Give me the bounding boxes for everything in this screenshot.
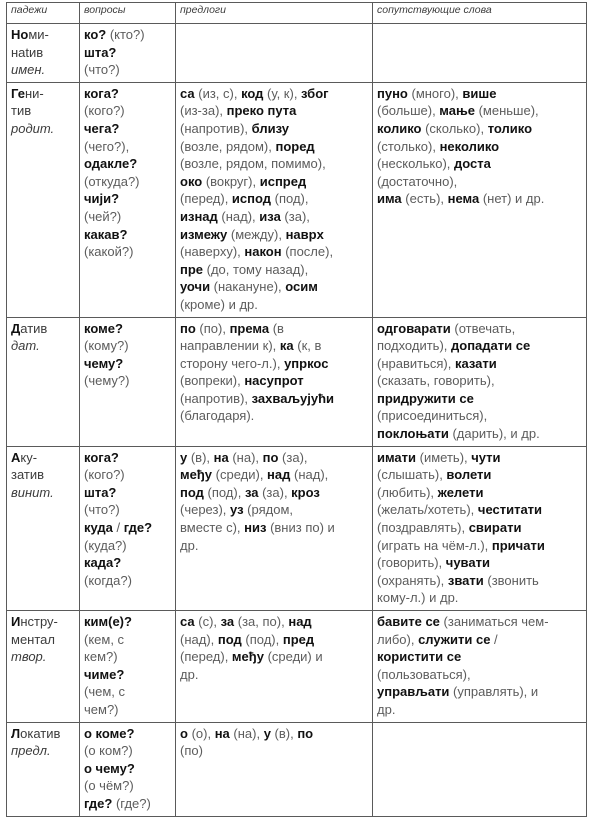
header-words: сопутствующие слова [373,3,587,24]
term-gloss: (вниз по) и [266,520,335,536]
term-gloss: (слышать), [377,467,447,483]
term-gloss: (перед), [180,649,232,665]
term-bold: чега? [84,120,120,136]
header-prepositions: предлоги [176,3,373,24]
questions-cell [80,446,176,610]
term-gloss: (по), [195,320,230,336]
term-bold: у [263,725,271,741]
term-bold: изнад [180,208,218,224]
term-gloss: (вокруг), [202,173,260,189]
term-bold: преко пута [226,103,297,119]
term-bold: имати [377,449,417,465]
term-bold: чути [471,449,501,465]
term-bold: захваљујући [251,390,335,406]
case-initial: Л [11,725,21,741]
term-gloss: (что?) [84,502,120,518]
case-cell [7,82,80,317]
questions-cell [80,611,176,723]
term-bold: има [377,191,402,207]
prepositions-cell [176,317,373,446]
term-gloss: (столько), [377,138,440,154]
term-gloss: либо), [377,631,419,647]
term-gloss: (накануне), [210,279,286,295]
term-gloss: (через), [180,502,231,518]
term-gloss: (чей?) [84,208,122,224]
term-bold: управљати [377,684,450,700]
term-bold: насупрот [244,373,304,389]
term-bold: због [301,85,329,101]
term-gloss: (говорить), [377,555,446,571]
term-bold: кога? [84,449,119,465]
case-cell [7,24,80,83]
term-gloss: (наверху), [180,244,245,260]
case-abbr: дат. [11,338,40,354]
term-gloss: (на), [229,725,264,741]
words-cell [373,317,587,446]
case-name-part: атив [20,320,48,336]
term-bold: честитати [477,502,543,518]
term-gloss: (дарить), и др. [448,426,540,442]
term-gloss: (возле, рядом), [180,138,276,154]
questions-cell [80,24,176,83]
term-gloss: (кроме) и др. [180,296,258,312]
table-row [7,317,587,446]
case-initial: А [11,449,21,465]
term-gloss: (чего?), [84,138,130,154]
term-bold: причати [491,537,545,553]
term-bold: под [217,631,242,647]
case-initial: Но [11,27,29,42]
table-row [7,24,587,83]
term-bold: одакле? [84,156,138,172]
case-initial: Ге [11,85,25,101]
words-cell [373,24,587,83]
term-gloss: (где?) [112,795,151,811]
term-gloss: (за), [280,208,310,224]
term-gloss: (нет) и др. [479,191,545,207]
term-bold: волети [446,467,492,483]
term-gloss: (на), [228,449,263,465]
term-gloss: (о), [187,725,215,741]
term-bold: међу [180,467,213,483]
questions-cell [80,317,176,446]
term-gloss: (кто?) [106,27,145,42]
term-gloss: (какой?) [84,244,134,260]
term-bold: са [180,85,195,101]
term-gloss: сторону чего-л.), [180,355,285,371]
term-bold: користити се [377,649,462,665]
term-gloss: (много), [407,85,463,101]
term-gloss: (возле, рядом, помимо), [180,156,326,172]
case-cell [7,722,80,816]
term-bold: међу [231,649,264,665]
term-gloss: (меньше), [474,103,539,119]
term-bold: шта? [84,44,117,60]
term-gloss: (из, с), [194,85,242,101]
term-bold: за [244,484,259,500]
term-bold: где? [123,520,153,536]
term-bold: поклоњати [377,426,449,442]
term-bold: свирати [468,520,522,536]
term-bold: на [214,725,230,741]
case-name-part: окатив [20,725,61,741]
case-name-part: тив [11,103,32,119]
term-bold: у [180,449,188,465]
table-row [7,446,587,610]
term-gloss: (иметь), [416,449,472,465]
term-gloss: (поздравлять), [377,520,469,536]
case-name-part: ментал [11,631,55,647]
term-gloss: (играть на чём-л.), [377,537,492,553]
term-bold: чему? [84,355,124,371]
term-bold: какав? [84,226,128,242]
case-abbr: винит. [11,484,54,500]
term-gloss: (в), [270,725,298,741]
term-bold: придружити се [377,390,474,406]
term-bold: коме? [84,320,123,336]
term-bold: мање [439,103,475,119]
term-gloss: / [112,520,124,536]
term-gloss: чем?) [84,701,119,717]
term-gloss: (управлять), и [449,684,539,700]
term-gloss: (охранять), [377,572,448,588]
term-bold: упркос [284,355,329,371]
term-gloss: (звонить [483,572,539,588]
term-bold: о чему? [84,760,135,776]
term-gloss: (чему?) [84,373,130,389]
term-bold: према [229,320,270,336]
term-bold: поред [275,138,315,154]
term-gloss: (к, в [293,338,322,354]
term-gloss: др. [180,666,199,682]
term-bold: над [267,467,291,483]
prepositions-cell [176,446,373,610]
term-bold: под [180,484,204,500]
table-body [7,24,587,817]
term-gloss: / [490,631,498,647]
term-gloss: (под), [203,484,245,500]
term-gloss: (есть), [401,191,448,207]
term-gloss: (в), [187,449,214,465]
questions-cell [80,722,176,816]
term-bold: испред [259,173,307,189]
term-gloss: кем?) [84,649,118,665]
term-gloss: вместе с), [180,520,245,536]
term-gloss: (куда?) [84,537,127,553]
term-bold: служити се [418,631,491,647]
term-bold: желети [437,484,484,500]
term-gloss: (достаточно), [377,173,458,189]
term-gloss: подходить), [377,338,451,354]
case-name-part: затив [11,467,45,483]
term-bold: чиме? [84,666,125,682]
prepositions-cell [176,82,373,317]
term-bold: одговарати [377,320,451,336]
term-bold: кога? [84,85,119,101]
term-gloss: (чем, с [84,684,125,700]
case-name-part: нatив [11,44,44,60]
term-gloss: (о ком?) [84,743,133,759]
term-gloss: (кому?) [84,338,129,354]
term-bold: допадати се [451,338,531,354]
term-bold: више [462,85,497,101]
term-gloss: (после), [281,244,334,260]
term-gloss: (о чём?) [84,778,134,794]
term-bold: близу [251,120,289,136]
term-bold: по [297,725,314,741]
term-bold: шта? [84,484,117,500]
case-name-part: ни- [24,85,44,101]
term-gloss: (любить), [377,484,438,500]
term-bold: неколико [439,138,500,154]
term-bold: чувати [445,555,490,571]
term-bold: навpx [285,226,324,242]
term-bold: код [241,85,264,101]
term-gloss: направлении к), [180,338,280,354]
prepositions-cell [176,611,373,723]
term-gloss: (напротив), [180,390,252,406]
term-bold: о коме? [84,725,135,741]
case-abbr: предл. [11,743,51,759]
term-gloss: (напротив), [180,120,252,136]
term-gloss: (в [269,320,284,336]
term-bold: доста [454,156,491,172]
table-row [7,82,587,317]
words-cell [373,722,587,816]
term-gloss: (благодаря). [180,408,255,424]
term-gloss: (присоединиться), [377,408,488,424]
term-gloss: (под), [241,631,283,647]
case-cell [7,317,80,446]
term-gloss: (желать/хотеть), [377,502,478,518]
term-bold: куда [84,520,113,536]
term-gloss: др. [377,701,396,717]
term-bold: испод [231,191,272,207]
term-bold: на [213,449,229,465]
term-gloss: (кем, с [84,631,125,647]
term-gloss: (когда?) [84,572,132,588]
term-gloss: (сказать, говорить), [377,373,495,389]
term-bold: за [220,614,235,629]
term-bold: иза [259,208,281,224]
term-bold: уочи [180,279,211,295]
term-bold: осим [285,279,318,295]
term-gloss: (сколько), [421,120,488,136]
term-bold: измежу [180,226,228,242]
words-cell [373,446,587,610]
term-gloss: (у, к), [263,85,302,101]
header-row [7,3,587,24]
term-gloss: (по) [180,743,203,759]
case-abbr: родит. [11,120,55,136]
term-bold: над [288,614,312,629]
case-name-part: нстру- [20,614,58,629]
term-bold: ко? [84,27,107,42]
term-gloss: (перед), [180,191,232,207]
term-gloss: (над), [180,631,218,647]
term-gloss: (откуда?) [84,173,140,189]
prepositions-cell [176,722,373,816]
term-gloss: (несколько), [377,156,454,172]
term-gloss: (с), [194,614,221,629]
term-gloss: др. [180,537,199,553]
term-bold: колико [377,120,422,136]
term-gloss: (заниматься чем- [439,614,549,629]
term-gloss: (что?) [84,62,120,78]
term-gloss: (между), [227,226,286,242]
term-gloss: (над), [217,208,260,224]
term-gloss: (рядом, [243,502,293,518]
case-cell [7,611,80,723]
term-bold: пуно [377,85,408,101]
term-gloss: (среди), [212,467,268,483]
term-gloss: (кого?) [84,467,125,483]
term-bold: ким(е)? [84,614,132,629]
term-bold: пре [180,261,204,277]
term-bold: чији? [84,191,120,207]
term-bold: када? [84,555,122,571]
table-row [7,722,587,816]
term-bold: нема [447,191,480,207]
term-gloss: (за), [278,449,308,465]
term-bold: где? [84,795,113,811]
term-bold: толико [487,120,533,136]
term-bold: о [180,725,188,741]
term-bold: пред [282,631,315,647]
words-cell [373,82,587,317]
term-gloss: (нравиться), [377,355,455,371]
case-cell [7,446,80,610]
case-table [6,2,587,817]
term-bold: низ [244,520,267,536]
header-case: падежи [7,3,80,24]
questions-cell [80,82,176,317]
term-gloss: (до, тому назад), [203,261,309,277]
term-bold: по [180,320,196,336]
term-bold: након [244,244,282,260]
case-name-part: ми- [28,27,49,42]
term-gloss: (пользоваться), [377,666,471,682]
term-bold: казати [454,355,497,371]
term-gloss: (кого?) [84,103,125,119]
term-gloss: (за, по), [234,614,289,629]
term-gloss: (из-за), [180,103,227,119]
term-gloss: (вопреки), [180,373,245,389]
case-name-part: ку- [20,449,38,465]
table-row [7,611,587,723]
term-gloss: (над), [290,467,329,483]
term-gloss: (среди) и [263,649,323,665]
case-abbr: твор. [11,649,47,665]
term-bold: око [180,173,203,189]
case-initial: И [11,614,21,629]
term-gloss: (больше), [377,103,440,119]
header-questions: вопросы [80,3,176,24]
term-bold: по [262,449,279,465]
term-bold: бавите се [377,614,440,629]
prepositions-cell [176,24,373,83]
case-initial: Д [11,320,21,336]
case-abbr: имен. [11,62,46,78]
term-bold: са [180,614,195,629]
term-gloss: (отвечать, [450,320,516,336]
term-bold: кроз [291,484,320,500]
term-bold: звати [447,572,484,588]
term-bold: ка [279,338,294,354]
term-gloss: (за), [258,484,292,500]
term-gloss: кому-л.) и др. [377,590,459,606]
term-bold: уз [230,502,244,518]
words-cell [373,611,587,723]
term-gloss: (под), [271,191,309,207]
